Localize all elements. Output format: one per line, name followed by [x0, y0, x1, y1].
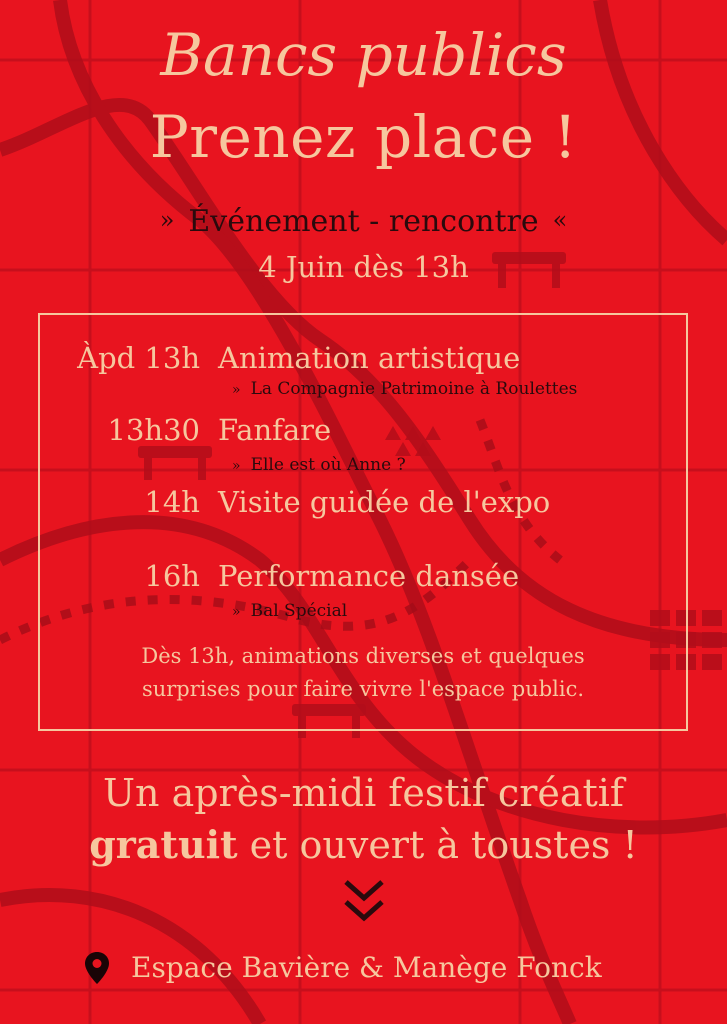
program-detail-text: Bal Spécial	[250, 601, 348, 621]
location-label: Espace Bavière & Manège Fonck	[131, 951, 602, 984]
program-detail-text: Elle est où Anne ?	[250, 455, 406, 475]
program-activity: Fanfare	[218, 413, 332, 447]
program-detail	[232, 377, 577, 402]
call-to-action-rest: et ouvert à toustes !	[237, 823, 638, 867]
map-pin-icon	[85, 952, 109, 984]
double-chevron-icon: »	[232, 458, 241, 474]
double-chevron-icon: »	[232, 604, 241, 620]
title-line-1: Bancs publics	[160, 21, 567, 89]
program-detail	[232, 599, 347, 624]
event-date: 4 Juin dès 13h	[258, 250, 469, 284]
call-to-action-line-1: Un après-midi festif créatif	[103, 771, 624, 815]
program-detail	[232, 453, 406, 478]
chevron-down-double-icon	[342, 878, 386, 924]
program-note-line-2: surprises pour faire vivre l'espace public.	[141, 677, 585, 701]
event-type-label: Événement - rencontre	[188, 204, 539, 239]
program-activity: Animation artistique	[218, 341, 521, 375]
call-to-action-line-2	[0, 820, 727, 870]
program-time: 14h	[144, 485, 200, 519]
program-note-line-1: Dès 13h, animations diverses et quelques	[141, 644, 585, 668]
title-line-2: Prenez place !	[149, 103, 578, 171]
location	[85, 948, 685, 988]
program-note	[38, 640, 688, 706]
program-detail-text: La Compagnie Patrimoine à Roulettes	[250, 379, 578, 399]
program-time: Àpd 13h	[77, 341, 200, 375]
free-highlight: gratuit	[89, 822, 238, 867]
chevron-right-double-icon: »	[159, 206, 175, 234]
program-time: 13h30	[107, 413, 200, 447]
chevron-left-double-icon: «	[552, 206, 568, 234]
double-chevron-icon: »	[232, 382, 241, 398]
event-type	[0, 200, 727, 242]
program-activity: Visite guidée de l'expo	[218, 485, 551, 519]
program-activity: Performance dansée	[218, 559, 520, 593]
program-time: 16h	[144, 559, 200, 593]
